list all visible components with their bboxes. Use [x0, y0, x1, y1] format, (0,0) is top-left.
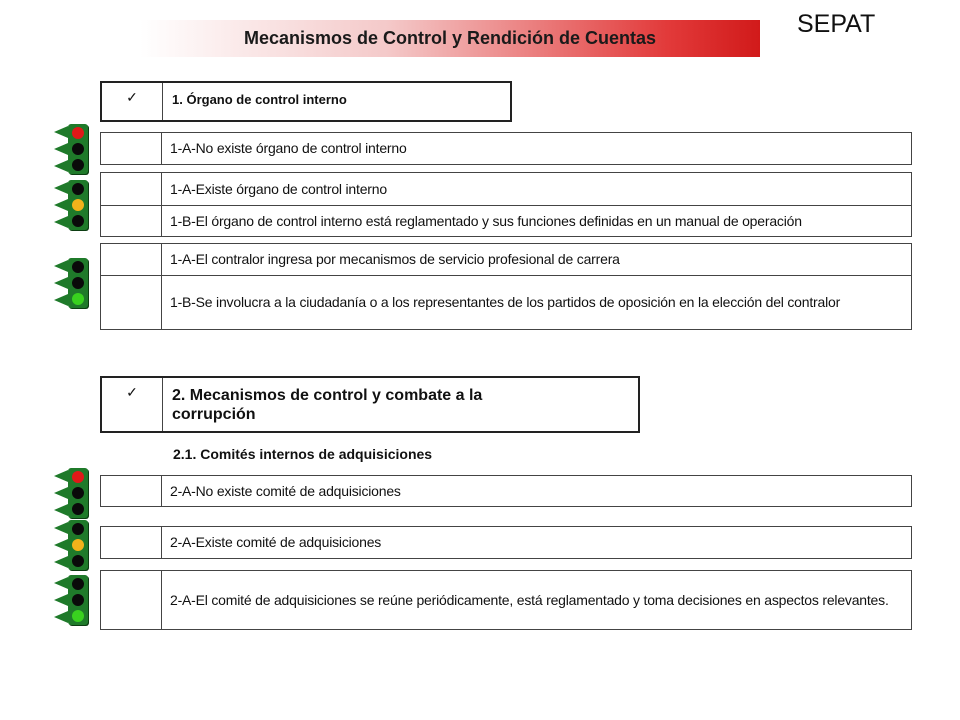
red-bulb [72, 127, 84, 139]
section1-header [100, 81, 512, 122]
yellow-bulb [72, 199, 84, 211]
table-row [101, 205, 911, 236]
brand-label: SEPAT [797, 10, 876, 38]
traffic-light-red-icon [68, 124, 88, 174]
page-title: Mecanismos de Control y Rendición de Cuentas [243, 28, 657, 48]
section1-table-2 [100, 172, 912, 237]
yellow-bulb [72, 539, 84, 551]
section1-table-1 [100, 132, 912, 165]
criterion-text: 2-A-El comité de adquisiciones se reúne periódicamente, está reglamentado y toma decisiones en aspectos relevantes. [170, 591, 889, 608]
traffic-light-yellow-icon [68, 180, 88, 230]
green-bulb [72, 293, 84, 305]
criterion-text: 1-A-No existe órgano de control interno [170, 140, 407, 156]
section1-table-3 [100, 243, 912, 330]
table-row [101, 133, 911, 164]
check-icon: ✓ [102, 378, 163, 431]
criterion-text: 2-A-No existe comité de adquisiciones [170, 482, 401, 499]
section2-table-3 [100, 570, 912, 630]
traffic-light-red-icon [68, 468, 88, 518]
section2-header [100, 376, 640, 433]
table-row [101, 476, 911, 506]
traffic-light-yellow-icon [68, 520, 88, 570]
table-row [101, 275, 911, 329]
table-row [101, 571, 911, 629]
table-row [101, 244, 911, 275]
section2-table-2 [100, 526, 912, 559]
section2-label: 2. Mecanismos de control y combate a la corrupción [172, 386, 483, 423]
criterion-text: 2-A-Existe comité de adquisiciones [170, 534, 382, 550]
section2-table-1 [100, 475, 912, 507]
red-bulb [72, 471, 84, 483]
table-row [101, 173, 911, 205]
criterion-text: 1-A-Existe órgano de control interno [170, 180, 387, 197]
criterion-text: 1-A-El contralor ingresa por mecanismos de servicio profesional de carrera [170, 251, 620, 267]
section2-subheading: 2.1. Comités internos de adquisiciones [173, 446, 433, 462]
green-bulb [72, 610, 84, 622]
check-icon: ✓ [102, 83, 163, 120]
table-row [101, 527, 911, 558]
traffic-light-green-icon [68, 575, 88, 625]
criterion-text: 1-B-El órgano de control interno está reglamentado y sus funciones definidas en un manual de operación [170, 212, 802, 229]
traffic-light-green-icon [68, 258, 88, 308]
section1-label: 1. Órgano de control interno [172, 92, 347, 107]
criterion-text: 1-B-Se involucra a la ciudadanía o a los representantes de los partidos de oposición en la elección del contralor [170, 294, 841, 310]
